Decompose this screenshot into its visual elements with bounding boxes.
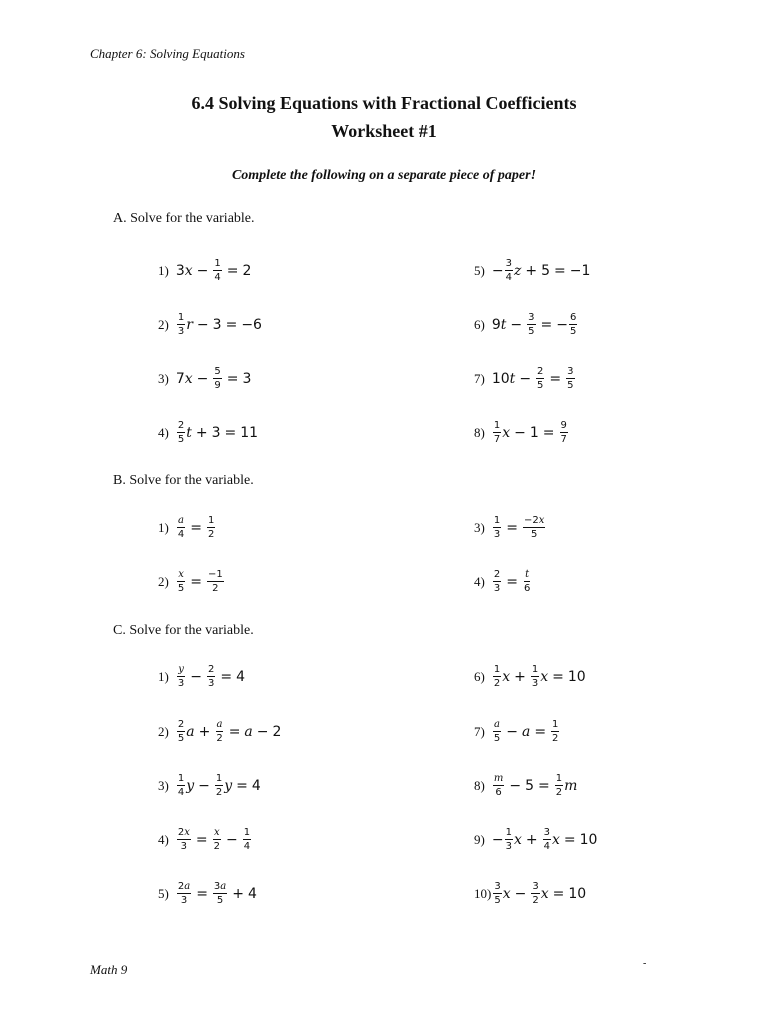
- equation: $\frac{1}{4}$ y − $\frac{1}{2}$ y = 4: [177, 773, 261, 798]
- equation: 9 t − $\frac{3}{5}$ = − $\frac{6}{5}$: [491, 312, 577, 337]
- problem-a2: 2) $\frac{1}{3}$ r − 3 = −6: [158, 312, 262, 337]
- problem-a4: 4) $\frac{2}{5}$ t + 3 = 11: [158, 420, 259, 445]
- equation: $\frac{1}{7}$ x − 1 = $\frac{9}{7}$: [493, 420, 567, 445]
- equation: $\frac{y}{3}$ − $\frac{2}{3}$ = 4: [177, 664, 245, 689]
- equation: $\frac{m}{6}$ − 5 = $\frac{1}{2}$ m: [493, 773, 578, 798]
- problem-c4: 4) $\frac{2x}{3}$ = $\frac{x}{2}$ − $\frac{1}{4}$: [158, 827, 251, 852]
- page-title: 6.4 Solving Equations with Fractional Coefficients: [191, 93, 577, 113]
- problem-a5: 5) − $\frac{3}{4}$ z + 5 = −1: [474, 258, 591, 283]
- equation: $\frac{a}{5}$ − a = $\frac{1}{2}$: [493, 719, 559, 744]
- problem-c10: 10) $\frac{3}{5}$ x − $\frac{3}{2}$ x = 10: [474, 881, 587, 906]
- chapter-header: Chapter 6: Solving Equations: [90, 46, 245, 61]
- section-c-heading: C. Solve for the variable.: [113, 623, 254, 638]
- equation: − $\frac{1}{3}$ x + $\frac{3}{4}$ x = 10: [491, 827, 598, 852]
- problem-c8: 8) $\frac{m}{6}$ − 5 = $\frac{1}{2}$ m: [474, 773, 578, 798]
- problem-b2: 2) $\frac{x}{5}$ = $\frac{-1}{2}$: [158, 569, 223, 594]
- problem-a1: 1) 3 x − $\frac{1}{4}$ = 2: [158, 258, 252, 283]
- equation: − $\frac{3}{4}$ z + 5 = −1: [491, 258, 591, 283]
- problem-a3: 3) 7 x − $\frac{5}{9}$ = 3: [158, 366, 252, 391]
- equation: $\frac{2x}{3}$ = $\frac{x}{2}$ − $\frac{1}{4}$: [177, 827, 251, 852]
- problem-b4: 4) $\frac{2}{3}$ = $\frac{t}{6}$: [474, 569, 531, 594]
- problem-c6: 6) $\frac{1}{2}$ x + $\frac{1}{3}$ x = 10: [474, 664, 586, 689]
- equation: 7 x − $\frac{5}{9}$ = 3: [175, 366, 252, 391]
- worksheet-subtitle: Worksheet #1: [331, 121, 437, 141]
- equation: $\frac{2a}{3}$ = $\frac{3a}{5}$ + 4: [177, 881, 257, 906]
- problem-a6: 6) 9 t − $\frac{3}{5}$ = − $\frac{6}{5}$: [474, 312, 577, 337]
- problem-c1: 1) $\frac{y}{3}$ − $\frac{2}{3}$ = 4: [158, 664, 245, 689]
- problem-c3: 3) $\frac{1}{4}$ y − $\frac{1}{2}$ y = 4: [158, 773, 261, 798]
- equation: $\frac{1}{3}$ r − 3 = −6: [177, 312, 262, 337]
- problem-a8: 8) $\frac{1}{7}$ x − 1 = $\frac{9}{7}$: [474, 420, 567, 445]
- section-b-heading: B. Solve for the variable.: [113, 473, 254, 488]
- equation: $\frac{a}{4}$ = $\frac{1}{2}$: [177, 515, 215, 540]
- instruction: Complete the following on a separate piece of paper!: [231, 168, 537, 183]
- equation: $\frac{3}{5}$ x − $\frac{3}{2}$ x = 10: [494, 881, 587, 906]
- footer-mark: -: [643, 958, 647, 969]
- problem-c7: 7) $\frac{a}{5}$ − a = $\frac{1}{2}$: [474, 719, 559, 744]
- problem-c2: 2) $\frac{2}{5}$ a + $\frac{a}{2}$ = a − 2: [158, 719, 282, 744]
- equation: $\frac{1}{3}$ = $\frac{-2x}{5}$: [493, 515, 545, 540]
- footer-label: Math 9: [90, 962, 128, 977]
- problem-c5: 5) $\frac{2a}{3}$ = $\frac{3a}{5}$ + 4: [158, 881, 257, 906]
- equation: $\frac{2}{3}$ = $\frac{t}{6}$: [493, 569, 531, 594]
- equation: 10 t − $\frac{2}{5}$ = $\frac{3}{5}$: [491, 366, 574, 391]
- problem-a7: 7) 10 t − $\frac{2}{5}$ = $\frac{3}{5}$: [474, 366, 574, 391]
- equation: $\frac{x}{5}$ = $\frac{-1}{2}$: [177, 569, 223, 594]
- equation: $\frac{2}{5}$ t + 3 = 11: [177, 420, 259, 445]
- problem-b1: 1) $\frac{a}{4}$ = $\frac{1}{2}$: [158, 515, 215, 540]
- equation: 3 x − $\frac{1}{4}$ = 2: [175, 258, 252, 283]
- problem-b3: 3) $\frac{1}{3}$ = $\frac{-2x}{5}$: [474, 515, 545, 540]
- equation: $\frac{1}{2}$ x + $\frac{1}{3}$ x = 10: [493, 664, 586, 689]
- section-a-heading: A. Solve for the variable.: [113, 211, 255, 226]
- problem-c9: 9) − $\frac{1}{3}$ x + $\frac{3}{4}$ x = 10: [474, 827, 598, 852]
- equation: $\frac{2}{5}$ a + $\frac{a}{2}$ = a − 2: [177, 719, 282, 744]
